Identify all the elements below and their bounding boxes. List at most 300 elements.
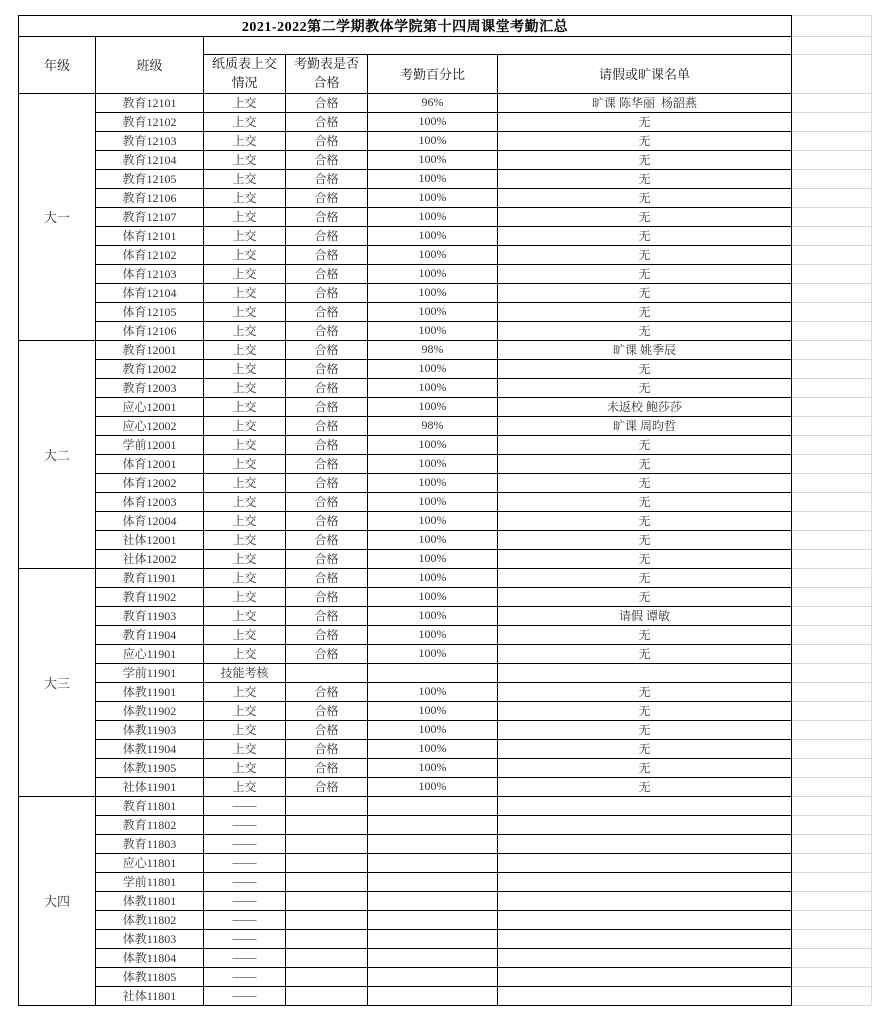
cell-class: 教育11902 (96, 587, 204, 606)
cell-qualified: 合格 (286, 283, 368, 302)
cell-pct (368, 834, 498, 853)
table-row (19, 986, 872, 1005)
cell-submit: 上交 (204, 169, 286, 188)
table-row (19, 169, 872, 188)
table-row (19, 397, 872, 416)
ghost-cell (792, 568, 872, 587)
table-row (19, 378, 872, 397)
cell-class: 体教11804 (96, 948, 204, 967)
cell-class: 体教11905 (96, 758, 204, 777)
cell-qualified: 合格 (286, 473, 368, 492)
table-row (19, 967, 872, 986)
cell-names: 无 (498, 758, 792, 777)
cell-qualified: 合格 (286, 188, 368, 207)
cell-class: 体教11802 (96, 910, 204, 929)
ghost-cell (792, 701, 872, 720)
cell-submit: 上交 (204, 188, 286, 207)
cell-qualified: 合格 (286, 739, 368, 758)
cell-class: 社体12001 (96, 530, 204, 549)
table-row (19, 758, 872, 777)
table-row (19, 815, 872, 834)
cell-class: 体教11903 (96, 720, 204, 739)
cell-class: 教育12002 (96, 359, 204, 378)
cell-submit: 上交 (204, 739, 286, 758)
cell-qualified: 合格 (286, 302, 368, 321)
table-row (19, 321, 872, 340)
cell-submit: 上交 (204, 302, 286, 321)
cell-qualified: 合格 (286, 93, 368, 112)
cell-names: 无 (498, 511, 792, 530)
cell-names: 旷课 陈华丽 杨韶燕 (498, 93, 792, 112)
cell-names: 无 (498, 454, 792, 473)
table-row (19, 549, 872, 568)
ghost-cell (792, 37, 872, 55)
ghost-cell (792, 815, 872, 834)
cell-class: 应心11901 (96, 644, 204, 663)
cell-pct: 100% (368, 777, 498, 796)
cell-class: 教育12101 (96, 93, 204, 112)
ghost-cell (792, 929, 872, 948)
cell-class: 体育12105 (96, 302, 204, 321)
cell-class: 教育11901 (96, 568, 204, 587)
ghost-cell (792, 682, 872, 701)
cell-submit: 上交 (204, 321, 286, 340)
cell-submit: —— (204, 948, 286, 967)
ghost-cell (792, 948, 872, 967)
cell-pct (368, 929, 498, 948)
ghost-cell (792, 454, 872, 473)
cell-class: 体教11902 (96, 701, 204, 720)
cell-names: 无 (498, 169, 792, 188)
table-row (19, 606, 872, 625)
table-row (19, 283, 872, 302)
cell-names: 无 (498, 378, 792, 397)
ghost-cell (792, 511, 872, 530)
cell-class: 学前12001 (96, 435, 204, 454)
cell-names: 无 (498, 321, 792, 340)
title-row (19, 16, 872, 37)
ghost-cell (792, 302, 872, 321)
table-row (19, 245, 872, 264)
cell-names (498, 910, 792, 929)
cell-submit: 上交 (204, 720, 286, 739)
table-row (19, 948, 872, 967)
cell-pct: 100% (368, 530, 498, 549)
table-row (19, 454, 872, 473)
cell-class: 应心12002 (96, 416, 204, 435)
cell-qualified: 合格 (286, 321, 368, 340)
cell-qualified: 合格 (286, 454, 368, 473)
cell-class: 教育11802 (96, 815, 204, 834)
attendance-sheet (18, 15, 872, 1006)
cell-submit: 上交 (204, 245, 286, 264)
cell-qualified: 合格 (286, 587, 368, 606)
cell-qualified (286, 853, 368, 872)
table-row (19, 93, 872, 112)
table-row (19, 511, 872, 530)
cell-qualified: 合格 (286, 416, 368, 435)
table-row (19, 891, 872, 910)
cell-submit: —— (204, 796, 286, 815)
ghost-cell (792, 473, 872, 492)
cell-submit: 上交 (204, 112, 286, 131)
cell-pct (368, 815, 498, 834)
table-row (19, 587, 872, 606)
ghost-cell (792, 150, 872, 169)
cell-names: 无 (498, 739, 792, 758)
cell-qualified (286, 948, 368, 967)
cell-class: 应心11801 (96, 853, 204, 872)
cell-pct (368, 796, 498, 815)
cell-pct: 98% (368, 340, 498, 359)
cell-names: 无 (498, 150, 792, 169)
cell-submit: 上交 (204, 93, 286, 112)
ghost-cell (792, 264, 872, 283)
table-row (19, 302, 872, 321)
cell-pct (368, 910, 498, 929)
cell-pct: 100% (368, 644, 498, 663)
ghost-cell (792, 758, 872, 777)
cell-pct: 100% (368, 568, 498, 587)
cell-names (498, 948, 792, 967)
cell-submit: 上交 (204, 758, 286, 777)
ghost-cell (792, 226, 872, 245)
cell-pct: 100% (368, 435, 498, 454)
cell-qualified: 合格 (286, 701, 368, 720)
cell-class: 教育12106 (96, 188, 204, 207)
cell-names: 无 (498, 245, 792, 264)
cell-qualified (286, 796, 368, 815)
table-row (19, 777, 872, 796)
ghost-cell (792, 530, 872, 549)
ghost-cell (792, 378, 872, 397)
cell-submit: 上交 (204, 701, 286, 720)
cell-qualified (286, 891, 368, 910)
cell-class: 教育12103 (96, 131, 204, 150)
ghost-cell (792, 93, 872, 112)
cell-class: 体育12103 (96, 264, 204, 283)
cell-submit: 上交 (204, 131, 286, 150)
table-row (19, 625, 872, 644)
ghost-cell (792, 131, 872, 150)
grade-cell: 大二 (19, 340, 96, 568)
cell-submit: 上交 (204, 511, 286, 530)
cell-qualified: 合格 (286, 758, 368, 777)
cell-qualified: 合格 (286, 131, 368, 150)
cell-qualified (286, 967, 368, 986)
cell-qualified: 合格 (286, 397, 368, 416)
table-row (19, 568, 872, 587)
cell-class: 社体11901 (96, 777, 204, 796)
ghost-cell (792, 891, 872, 910)
table-row (19, 853, 872, 872)
cell-submit: 上交 (204, 625, 286, 644)
cell-pct: 100% (368, 549, 498, 568)
cell-qualified: 合格 (286, 625, 368, 644)
cell-names (498, 986, 792, 1005)
cell-class: 教育11803 (96, 834, 204, 853)
cell-pct: 100% (368, 150, 498, 169)
header-spacer-cell (204, 37, 792, 55)
cell-submit: 上交 (204, 150, 286, 169)
cell-submit: 上交 (204, 587, 286, 606)
ghost-cell (792, 910, 872, 929)
cell-submit: 上交 (204, 226, 286, 245)
cell-names: 无 (498, 492, 792, 511)
cell-qualified: 合格 (286, 359, 368, 378)
cell-submit: 上交 (204, 454, 286, 473)
cell-submit: 上交 (204, 416, 286, 435)
table-row (19, 663, 872, 682)
table-row (19, 340, 872, 359)
cell-qualified (286, 834, 368, 853)
cell-submit: 上交 (204, 492, 286, 511)
cell-pct: 100% (368, 283, 498, 302)
cell-class: 体教11904 (96, 739, 204, 758)
cell-submit: 上交 (204, 283, 286, 302)
cell-qualified: 合格 (286, 340, 368, 359)
cell-submit: 上交 (204, 264, 286, 283)
ghost-cell (792, 853, 872, 872)
ghost-cell (792, 492, 872, 511)
cell-class: 体育12106 (96, 321, 204, 340)
cell-pct: 100% (368, 207, 498, 226)
cell-class: 体育12001 (96, 454, 204, 473)
cell-names: 无 (498, 720, 792, 739)
column-header-paper-submit (204, 55, 286, 94)
cell-names (498, 929, 792, 948)
column-header-paper-submit-label: 纸质表上交情况 (211, 56, 277, 90)
cell-names: 无 (498, 682, 792, 701)
cell-pct: 100% (368, 321, 498, 340)
column-header-grade: 年级 (19, 37, 96, 94)
cell-names: 无 (498, 625, 792, 644)
table-row (19, 682, 872, 701)
cell-qualified (286, 910, 368, 929)
cell-pct (368, 967, 498, 986)
cell-class: 体育12004 (96, 511, 204, 530)
cell-names: 无 (498, 435, 792, 454)
ghost-cell (792, 549, 872, 568)
table-row (19, 929, 872, 948)
table-row (19, 131, 872, 150)
cell-class: 学前11901 (96, 663, 204, 682)
cell-class: 教育12102 (96, 112, 204, 131)
table-row (19, 701, 872, 720)
cell-class: 教育11801 (96, 796, 204, 815)
ghost-cell (792, 720, 872, 739)
cell-class: 体教11901 (96, 682, 204, 701)
cell-names (498, 872, 792, 891)
cell-names: 请假 谭敏 (498, 606, 792, 625)
cell-submit: —— (204, 853, 286, 872)
cell-names: 无 (498, 188, 792, 207)
cell-submit: 上交 (204, 435, 286, 454)
cell-submit: 上交 (204, 397, 286, 416)
cell-names: 未返校 鲍莎莎 (498, 397, 792, 416)
cell-class: 教育12003 (96, 378, 204, 397)
table-row (19, 150, 872, 169)
ghost-cell (792, 188, 872, 207)
cell-submit: 上交 (204, 644, 286, 663)
cell-names: 无 (498, 473, 792, 492)
cell-qualified: 合格 (286, 112, 368, 131)
cell-pct: 100% (368, 454, 498, 473)
cell-names (498, 853, 792, 872)
ghost-cell (792, 397, 872, 416)
cell-pct: 100% (368, 473, 498, 492)
cell-pct (368, 872, 498, 891)
cell-names: 无 (498, 359, 792, 378)
cell-class: 教育12001 (96, 340, 204, 359)
cell-names: 无 (498, 701, 792, 720)
cell-class: 体教11805 (96, 967, 204, 986)
cell-qualified: 合格 (286, 777, 368, 796)
cell-class: 社体11801 (96, 986, 204, 1005)
ghost-cell (792, 359, 872, 378)
cell-qualified: 合格 (286, 378, 368, 397)
cell-names: 无 (498, 530, 792, 549)
cell-submit: 上交 (204, 340, 286, 359)
cell-class: 体教11803 (96, 929, 204, 948)
cell-names (498, 796, 792, 815)
cell-qualified: 合格 (286, 644, 368, 663)
cell-qualified: 合格 (286, 226, 368, 245)
cell-pct: 96% (368, 93, 498, 112)
cell-pct: 100% (368, 131, 498, 150)
ghost-cell (792, 207, 872, 226)
ghost-cell (792, 587, 872, 606)
cell-pct: 100% (368, 511, 498, 530)
cell-class: 体育12003 (96, 492, 204, 511)
table-row (19, 359, 872, 378)
ghost-cell (792, 606, 872, 625)
cell-names: 无 (498, 264, 792, 283)
cell-pct (368, 948, 498, 967)
cell-qualified: 合格 (286, 606, 368, 625)
cell-class: 社体12002 (96, 549, 204, 568)
cell-qualified: 合格 (286, 150, 368, 169)
cell-pct: 100% (368, 625, 498, 644)
table-row (19, 872, 872, 891)
cell-names (498, 891, 792, 910)
cell-class: 教育12104 (96, 150, 204, 169)
cell-qualified: 合格 (286, 492, 368, 511)
cell-pct: 100% (368, 587, 498, 606)
cell-qualified: 合格 (286, 245, 368, 264)
table-row (19, 796, 872, 815)
ghost-cell (792, 321, 872, 340)
cell-class: 学前11801 (96, 872, 204, 891)
ghost-cell (792, 16, 872, 37)
cell-pct: 98% (368, 416, 498, 435)
ghost-cell (792, 644, 872, 663)
page-title: 2021-2022第二学期教体学院第十四周课堂考勤汇总 (19, 16, 792, 37)
cell-submit: 上交 (204, 568, 286, 587)
cell-pct: 100% (368, 758, 498, 777)
cell-names: 无 (498, 587, 792, 606)
cell-pct (368, 663, 498, 682)
cell-pct: 100% (368, 739, 498, 758)
cell-qualified: 合格 (286, 682, 368, 701)
header-spacer-row (19, 37, 872, 55)
cell-qualified: 合格 (286, 568, 368, 587)
column-header-attendance-pct: 考勤百分比 (368, 55, 498, 94)
table-row (19, 112, 872, 131)
table-row (19, 416, 872, 435)
cell-names: 无 (498, 568, 792, 587)
cell-names (498, 815, 792, 834)
cell-submit: —— (204, 891, 286, 910)
cell-names: 无 (498, 226, 792, 245)
cell-names: 旷课 姚季辰 (498, 340, 792, 359)
cell-pct: 100% (368, 188, 498, 207)
table-row (19, 910, 872, 929)
cell-submit: 上交 (204, 378, 286, 397)
ghost-cell (792, 986, 872, 1005)
cell-qualified: 合格 (286, 264, 368, 283)
cell-pct: 100% (368, 169, 498, 188)
cell-submit: 上交 (204, 682, 286, 701)
ghost-cell (792, 340, 872, 359)
cell-class: 教育12107 (96, 207, 204, 226)
cell-submit: —— (204, 815, 286, 834)
ghost-cell (792, 834, 872, 853)
cell-pct: 100% (368, 492, 498, 511)
cell-qualified (286, 872, 368, 891)
table-row (19, 739, 872, 758)
cell-pct: 100% (368, 226, 498, 245)
cell-names (498, 663, 792, 682)
ghost-cell (792, 245, 872, 264)
cell-qualified: 合格 (286, 207, 368, 226)
cell-pct: 100% (368, 359, 498, 378)
cell-class: 体育12104 (96, 283, 204, 302)
cell-qualified (286, 986, 368, 1005)
table-row (19, 188, 872, 207)
cell-class: 教育11903 (96, 606, 204, 625)
cell-submit: 上交 (204, 207, 286, 226)
ghost-cell (792, 112, 872, 131)
ghost-cell (792, 169, 872, 188)
cell-pct: 100% (368, 302, 498, 321)
cell-pct: 100% (368, 112, 498, 131)
cell-pct: 100% (368, 378, 498, 397)
cell-submit: —— (204, 834, 286, 853)
ghost-cell (792, 435, 872, 454)
table-row (19, 264, 872, 283)
cell-submit: —— (204, 910, 286, 929)
cell-qualified (286, 929, 368, 948)
cell-class: 体育12102 (96, 245, 204, 264)
grade-cell: 大四 (19, 796, 96, 1005)
cell-qualified: 合格 (286, 435, 368, 454)
cell-submit: 上交 (204, 530, 286, 549)
table-row (19, 226, 872, 245)
cell-submit: 上交 (204, 473, 286, 492)
cell-submit: —— (204, 872, 286, 891)
cell-class: 体育12101 (96, 226, 204, 245)
cell-names: 无 (498, 112, 792, 131)
cell-qualified: 合格 (286, 720, 368, 739)
cell-qualified: 合格 (286, 530, 368, 549)
cell-submit: —— (204, 967, 286, 986)
ghost-cell (792, 416, 872, 435)
cell-names: 旷课 周昀哲 (498, 416, 792, 435)
table-row (19, 720, 872, 739)
cell-qualified: 合格 (286, 511, 368, 530)
cell-pct (368, 853, 498, 872)
